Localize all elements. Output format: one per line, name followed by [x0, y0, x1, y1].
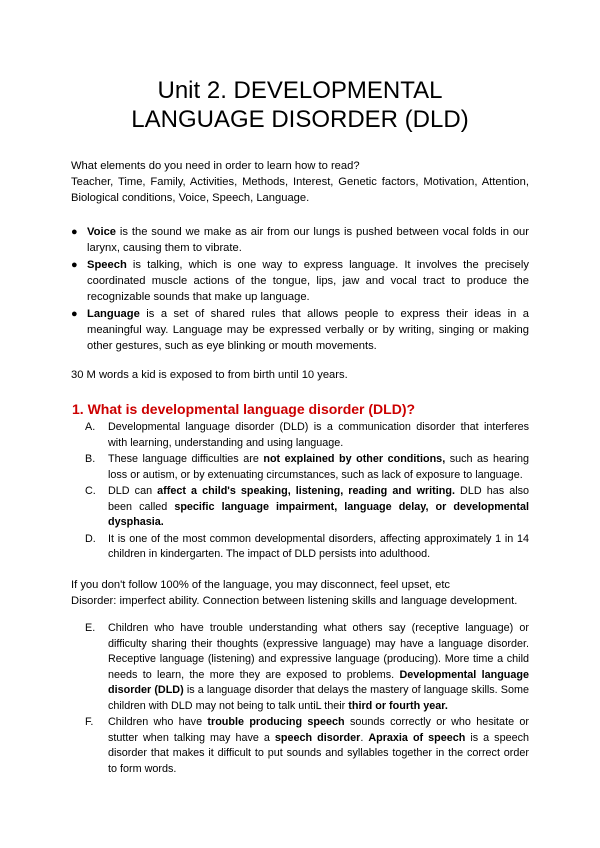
emphasis-text: Developmental language disorder (DLD) — [108, 668, 529, 696]
item-text: Children who have trouble understanding what others say (receptive language) or difficulty sharing their thoughts (expressive language) may have a language disorder. Receptive language (listening) and expressive language (producing). More time a child needs to learn, the more they are exposed to problems. — [108, 622, 529, 681]
emphasis-text: third or fourth year. — [348, 699, 448, 712]
list-item — [71, 306, 529, 354]
item-text: DLD can — [108, 485, 158, 497]
bullet-icon: ● — [71, 259, 78, 271]
intro-question: What elements do you need in order to learn how to read? — [71, 160, 360, 172]
emphasis-text: affect a child's speaking, listening, reading and writing. — [157, 485, 455, 497]
list-marker: E. — [85, 622, 96, 634]
note-line-2: Disorder: imperfect ability. Connection between listening skills and language development. — [71, 595, 518, 607]
emphasis-text: speech disorder — [274, 731, 361, 744]
list-item — [71, 224, 529, 256]
definition-term: Voice — [87, 226, 117, 238]
list-marker: D. — [85, 532, 96, 545]
emphasis-text: trouble producing speech — [207, 716, 345, 728]
item-text: such as hearing loss or autism, or by extenuating circumstances, such as lack of exposure to language. — [108, 453, 529, 481]
list-item — [85, 452, 529, 483]
title-line-1: Unit 2. DEVELOPMENTAL — [157, 77, 443, 104]
dld-facts-list — [85, 420, 529, 564]
item-text: DLD has also been called — [108, 485, 530, 513]
definition-text: is the sound we make as air from our lungs is pushed between vocal folds in our larynx, causing them to vibrate. — [87, 226, 529, 254]
item-text: . — [360, 731, 369, 744]
item-text: is a language disorder that delays the mastery of language skills. Some children with DLD may not being to talk untiL their — [108, 684, 529, 712]
dld-details-list — [85, 621, 529, 778]
intro-answer: Teacher, Time, Family, Activities, Methods, Interest, Genetic factors, Motivation, Attention, Biological conditions, Voice, Speech, Language. — [71, 176, 529, 204]
list-item — [85, 420, 529, 451]
page-title — [60, 76, 540, 134]
bullet-icon: ● — [71, 308, 78, 320]
item-text: is a speech disorder that makes it difficult to put sounds and syllables together in the correct order to form words. — [108, 731, 529, 775]
definition-text: is a set of shared rules that allows people to express their ideas in a meaningful way. Language may be expressed verbally or by writing, singing or making other gestures, such as eye blinking or mouth movements. — [87, 308, 529, 352]
list-item — [85, 484, 529, 531]
words-note: 30 M words a kid is exposed to from birth until 10 years. — [71, 369, 348, 381]
list-marker: F. — [85, 716, 94, 728]
list-item — [85, 532, 529, 563]
list-item — [71, 257, 529, 305]
section-heading: 1. What is developmental language disorder (DLD)? — [72, 401, 416, 417]
item-text: Developmental language disorder (DLD) is a communication disorder that interferes with learning, understanding and using language. — [108, 421, 529, 449]
emphasis-text: specific language impairment, language delay, or developmental dysphasia. — [108, 500, 529, 528]
title-line-2: LANGUAGE DISORDER (DLD) — [131, 106, 469, 133]
item-text: These language difficulties are — [108, 453, 264, 465]
definition-term: Language — [87, 308, 140, 320]
definitions-list — [71, 224, 529, 355]
definition-term: Speech — [87, 259, 127, 271]
list-marker: C. — [85, 485, 96, 497]
emphasis-text: not explained by other conditions, — [263, 453, 446, 465]
item-text: sounds correctly or who hesitate or stutter when talking may have a — [108, 716, 529, 744]
item-text: Children who have — [108, 716, 208, 728]
item-text: It is one of the most common developmental disorders, affecting approximately 1 in 14 children in kindergarten. The impact of DLD persists into adulthood. — [108, 532, 529, 560]
list-item — [85, 621, 529, 714]
list-marker: A. — [85, 421, 96, 433]
bullet-icon: ● — [71, 226, 78, 238]
list-item — [85, 715, 529, 777]
list-marker: B. — [85, 453, 96, 465]
emphasis-text: Apraxia of speech — [368, 731, 466, 744]
note-line-1: If you don't follow 100% of the language, you may disconnect, feel upset, etc — [71, 579, 451, 591]
definition-text: is talking, which is one way to express language. It involves the precisely coordinated muscle actions of the tongue, lips, jaw and vocal tract to produce the recognizable sounds that make up language. — [87, 259, 529, 303]
